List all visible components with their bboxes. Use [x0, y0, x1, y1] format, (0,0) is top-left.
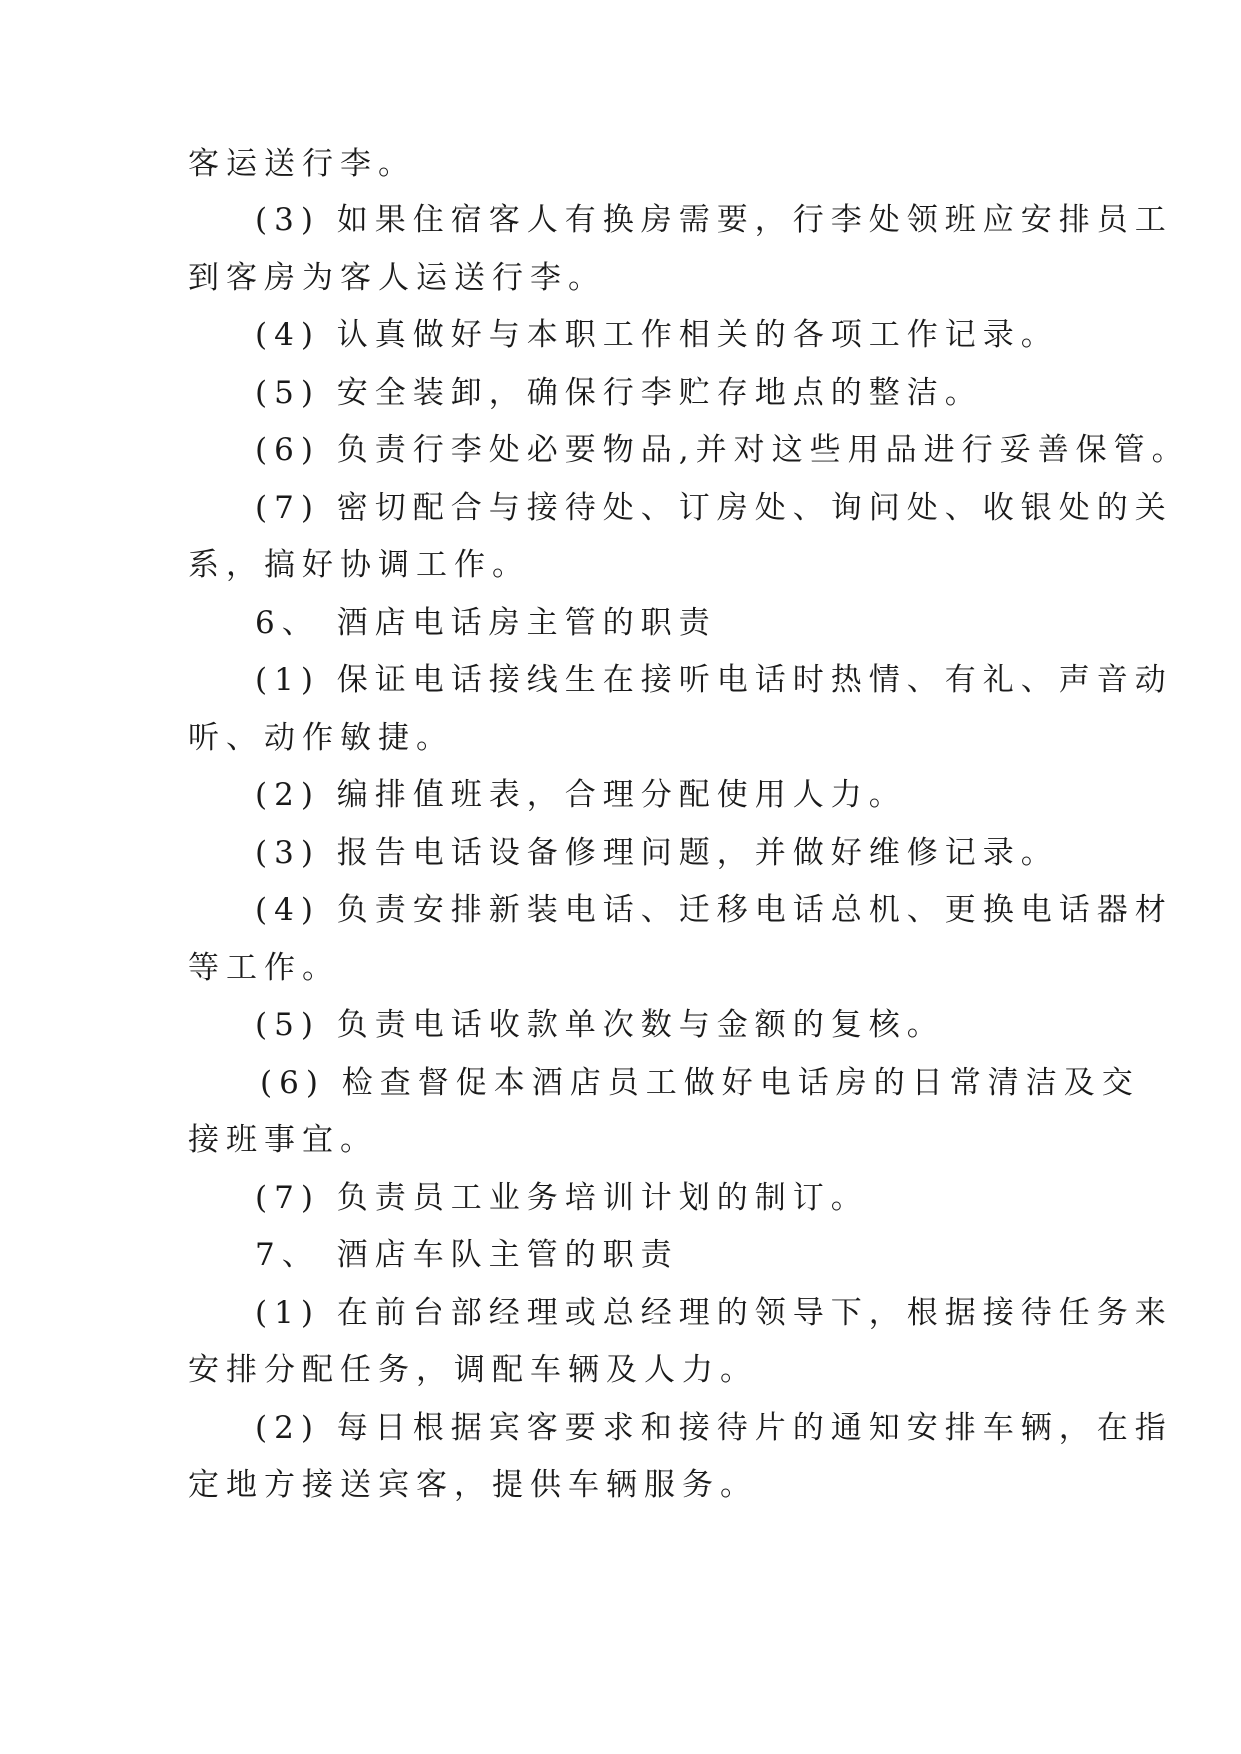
list-item: (7) 密切配合与接待处、订房处、询问处、收银处的关	[255, 490, 1173, 526]
list-item: (6) 负责行李处必要物品,并对这些用品进行妥善保管。	[255, 432, 1190, 468]
list-item: (2) 编排值班表，合理分配使用人力。	[255, 777, 907, 813]
text-line: 到客房为客人运送行李。	[188, 260, 606, 296]
text-line: 听、动作敏捷。	[188, 720, 454, 756]
text-line: 等工作。	[188, 950, 340, 986]
list-item: (4) 认真做好与本职工作相关的各项工作记录。	[255, 317, 1059, 353]
text-line: 安排分配任务，调配车辆及人力。	[188, 1352, 758, 1388]
text-line: 系，搞好协调工作。	[188, 547, 530, 583]
list-item: (6) 检查督促本酒店员工做好电话房的日常清洁及交	[260, 1065, 1140, 1101]
list-item: (5) 负责电话收款单次数与金额的复核。	[255, 1007, 945, 1043]
section-heading: 7、 酒店车队主管的职责	[255, 1237, 679, 1273]
text-line: 客运送行李。	[188, 146, 416, 182]
list-item: (7) 负责员工业务培训计划的制订。	[255, 1180, 869, 1216]
list-item: (4) 负责安排新装电话、迁移电话总机、更换电话器材	[255, 892, 1173, 928]
list-item: (3) 报告电话设备修理问题，并做好维修记录。	[255, 835, 1059, 871]
list-item: (1) 保证电话接线生在接听电话时热情、有礼、声音动	[255, 662, 1173, 698]
list-item: (3) 如果住宿客人有换房需要，行李处领班应安排员工	[255, 202, 1173, 238]
text-line: 接班事宜。	[188, 1122, 378, 1158]
section-heading: 6、 酒店电话房主管的职责	[255, 605, 717, 641]
list-item: (1) 在前台部经理或总经理的领导下，根据接待任务来	[255, 1295, 1173, 1331]
list-item: (5) 安全装卸，确保行李贮存地点的整洁。	[255, 375, 983, 411]
text-line: 定地方接送宾客，提供车辆服务。	[188, 1467, 758, 1503]
list-item: (2) 每日根据宾客要求和接待片的通知安排车辆，在指	[255, 1410, 1173, 1446]
